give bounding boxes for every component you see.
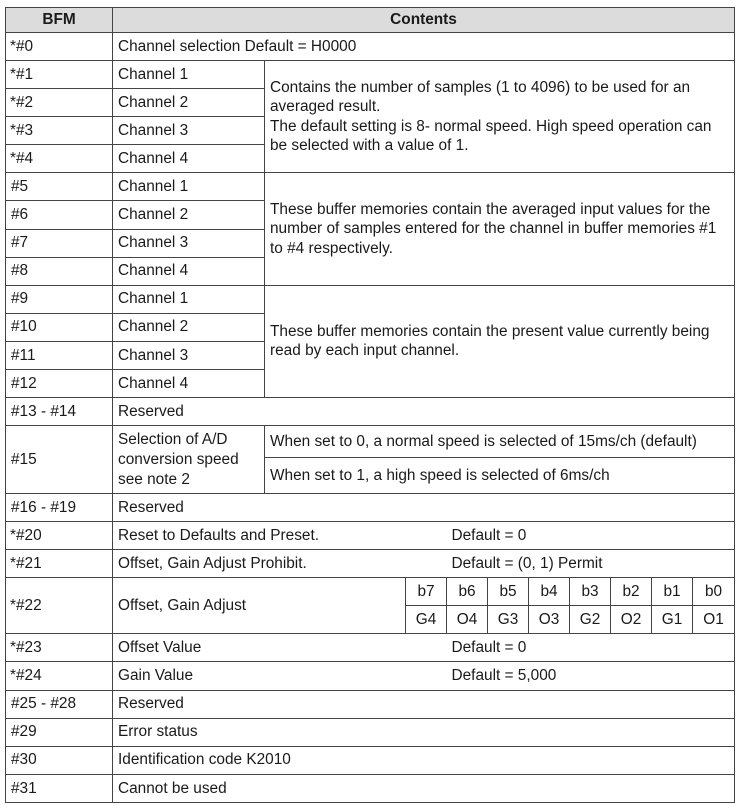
- bfm-cell: #16 - #19: [6, 494, 113, 522]
- contents-label: Reset to Defaults and Preset.: [113, 522, 447, 550]
- bit-value: O1: [693, 606, 735, 634]
- bit-header: b0: [693, 578, 735, 606]
- bfm-cell: *#3: [6, 117, 113, 145]
- default-value: Default = 5,000: [447, 662, 735, 690]
- channel-cell: Channel 1: [113, 61, 265, 89]
- table-row: [6, 774, 735, 802]
- table-row: [6, 634, 735, 662]
- bfm-cell: #15: [6, 425, 113, 493]
- bfm-cell: #13 - #14: [6, 397, 113, 425]
- bfm-cell: #25 - #28: [6, 690, 113, 718]
- bit-header: b5: [488, 578, 529, 606]
- channel-cell: Channel 2: [113, 201, 265, 229]
- bfm-cell: #30: [6, 746, 113, 774]
- bit-header: b3: [570, 578, 611, 606]
- contents-label: Gain Value: [113, 662, 447, 690]
- channel-cell: Channel 2: [113, 89, 265, 117]
- contents-cell: Reserved: [113, 690, 735, 718]
- channel-cell: Channel 4: [113, 257, 265, 285]
- default-value: Default = 0: [447, 634, 735, 662]
- table-row: [6, 61, 735, 89]
- contents-label: Offset, Gain Adjust Prohibit.: [113, 550, 447, 578]
- conversion-speed-label: Selection of A/D conversion speed see note 2: [113, 425, 265, 493]
- table-row: [6, 494, 735, 522]
- bfm-table-container: [5, 7, 733, 803]
- table-row: [6, 522, 735, 550]
- contents-label: Offset Value: [113, 634, 447, 662]
- contents-label: Offset, Gain Adjust: [113, 578, 406, 634]
- bfm-table: [5, 7, 735, 803]
- bfm-header: BFM: [6, 8, 113, 33]
- bfm-cell: *#0: [6, 33, 113, 61]
- normal-speed-option: When set to 0, a normal speed is selected of 15ms/ch (default): [265, 425, 735, 457]
- table-row: [6, 173, 735, 201]
- channel-cell: Channel 4: [113, 369, 265, 397]
- bit-header: b4: [529, 578, 570, 606]
- contents-cell: Channel selection Default = H0000: [113, 33, 735, 61]
- table-row: [6, 33, 735, 61]
- bfm-cell: #31: [6, 774, 113, 802]
- channel-cell: Channel 3: [113, 341, 265, 369]
- header-row: [6, 8, 735, 33]
- bfm-cell: *#20: [6, 522, 113, 550]
- default-value: Default = (0, 1) Permit: [447, 550, 735, 578]
- bfm-cell: *#21: [6, 550, 113, 578]
- bfm-cell: #12: [6, 369, 113, 397]
- bit-value: O3: [529, 606, 570, 634]
- contents-cell: Error status: [113, 718, 735, 746]
- table-row: [6, 718, 735, 746]
- bit-value: O4: [447, 606, 488, 634]
- bit-header: b2: [611, 578, 652, 606]
- bfm-cell: *#23: [6, 634, 113, 662]
- table-row: [6, 425, 735, 457]
- bit-header: b6: [447, 578, 488, 606]
- table-row: [6, 662, 735, 690]
- channel-cell: Channel 1: [113, 173, 265, 201]
- table-row: [6, 578, 735, 606]
- contents-header: Contents: [113, 8, 735, 33]
- table-row: [6, 397, 735, 425]
- contents-cell: Identification code K2010: [113, 746, 735, 774]
- bit-value: G1: [652, 606, 693, 634]
- channel-cell: Channel 4: [113, 145, 265, 173]
- contents-cell: Reserved: [113, 397, 735, 425]
- default-value: Default = 0: [447, 522, 735, 550]
- contents-cell: Cannot be used: [113, 774, 735, 802]
- bfm-cell: #11: [6, 341, 113, 369]
- channel-cell: Channel 1: [113, 285, 265, 313]
- bit-header: b7: [406, 578, 447, 606]
- contents-cell: Reserved: [113, 494, 735, 522]
- bfm-cell: #9: [6, 285, 113, 313]
- table-row: [6, 746, 735, 774]
- table-row: [6, 285, 735, 313]
- bfm-cell: *#2: [6, 89, 113, 117]
- sample-count-description: Contains the number of samples (1 to 4096) to be used for an averaged result. The default setting is 8- normal speed. High speed operation can be selected with a value of 1.: [265, 61, 735, 173]
- bfm-cell: #10: [6, 313, 113, 341]
- bfm-cell: #5: [6, 173, 113, 201]
- channel-cell: Channel 2: [113, 313, 265, 341]
- bfm-cell: #8: [6, 257, 113, 285]
- bit-value: O2: [611, 606, 652, 634]
- bfm-cell: *#4: [6, 145, 113, 173]
- bfm-cell: #29: [6, 718, 113, 746]
- present-value-description: These buffer memories contain the present value currently being read by each input channel.: [265, 285, 735, 397]
- high-speed-option: When set to 1, a high speed is selected of 6ms/ch: [265, 458, 735, 494]
- channel-cell: Channel 3: [113, 117, 265, 145]
- bfm-cell: *#22: [6, 578, 113, 634]
- bit-header: b1: [652, 578, 693, 606]
- table-row: [6, 690, 735, 718]
- table-row: [6, 550, 735, 578]
- bfm-cell: #7: [6, 229, 113, 257]
- bfm-cell: *#1: [6, 61, 113, 89]
- bfm-cell: *#24: [6, 662, 113, 690]
- bit-value: G3: [488, 606, 529, 634]
- averaged-values-description: These buffer memories contain the averaged input values for the number of samples entered for the channel in buffer memories #1 to #4 respectively.: [265, 173, 735, 285]
- bit-value: G2: [570, 606, 611, 634]
- bfm-cell: #6: [6, 201, 113, 229]
- channel-cell: Channel 3: [113, 229, 265, 257]
- bit-value: G4: [406, 606, 447, 634]
